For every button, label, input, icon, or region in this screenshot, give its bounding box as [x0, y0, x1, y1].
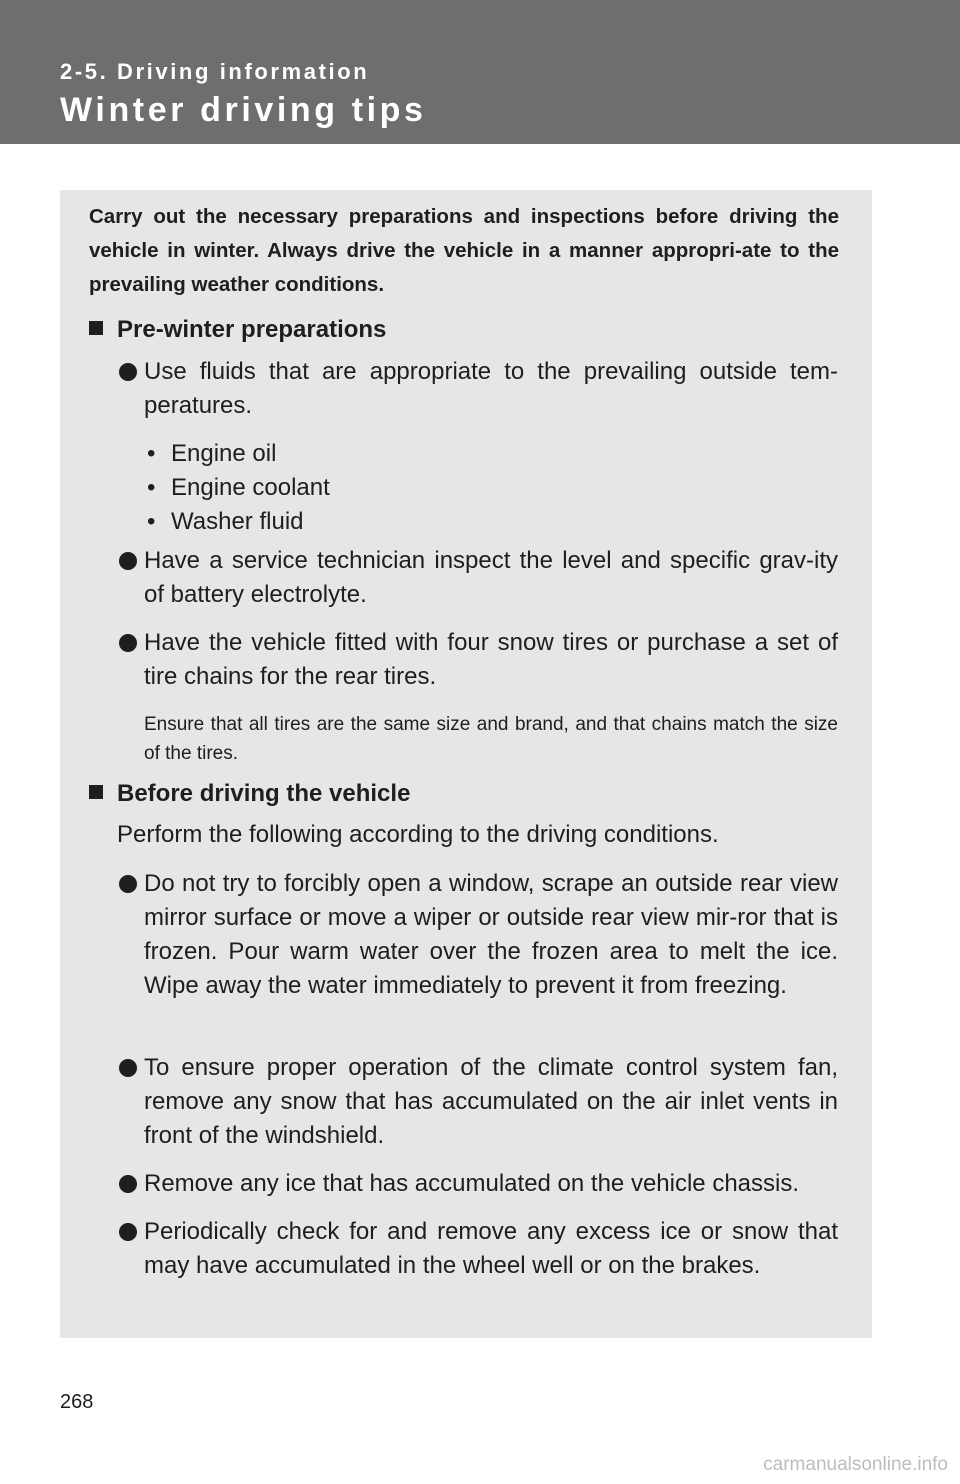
dot-marker-icon: •: [147, 440, 156, 467]
round-bullet-icon: [119, 1175, 137, 1193]
section-label: 2-5. Driving information: [60, 59, 370, 84]
fluid-item-text: Washer fluid: [171, 508, 304, 535]
pre-winter-bullet-battery: [144, 544, 838, 612]
fluid-item: [144, 505, 304, 539]
round-bullet-icon: [119, 875, 137, 893]
fluid-item: [144, 471, 330, 505]
round-bullet-icon: [119, 363, 137, 381]
fluid-item-text: Engine coolant: [171, 474, 330, 501]
before-driving-heading: [89, 780, 410, 808]
round-bullet-icon: [119, 1059, 137, 1077]
before-driving-bullet-vents: [144, 1051, 838, 1153]
before-driving-bullet-chassis: [144, 1167, 838, 1201]
round-bullet-icon: [119, 634, 137, 652]
bullet-text: Remove any ice that has accumulated on the vehicle chassis.: [144, 1170, 800, 1197]
round-bullet-icon: [119, 1223, 137, 1241]
before-driving-bullet-wheel-well: [144, 1215, 838, 1283]
watermark: carmanualsonline.info: [763, 1454, 948, 1475]
intro-paragraph: Carry out the necessary preparations and inspections before driving the vehicle in winter. Always drive the vehicle in a manner appropri-ate to the prevailing weather conditions.: [89, 205, 839, 296]
before-driving-heading-text: Before driving the vehicle: [117, 780, 411, 807]
bullet-text: Use fluids that are appropriate to the prevailing outside tem-peratures.: [144, 358, 838, 419]
dot-marker-icon: •: [147, 474, 156, 501]
bullet-text: Do not try to forcibly open a window, scrape an outside rear view mirror surface or move a wiper or outside rear view mir-ror that is frozen. Pour warm water over the frozen area to melt the ice. Wipe away the water immediately to prevent it from freezing.: [144, 870, 838, 999]
bullet-text: To ensure proper operation of the climate control system fan, remove any snow that has accumulated on the air inlet vents in front of the windshield.: [144, 1054, 838, 1149]
square-bullet-icon: [89, 321, 103, 335]
bullet-text: Periodically check for and remove any excess ice or snow that may have accumulated in the wheel well or on the brakes.: [144, 1218, 838, 1279]
fluid-item: [144, 437, 276, 471]
square-bullet-icon: [89, 785, 103, 799]
round-bullet-icon: [119, 552, 137, 570]
before-driving-lead: Perform the following according to the driving conditions.: [117, 821, 719, 848]
page-number: 268: [60, 1391, 94, 1413]
dot-marker-icon: •: [147, 508, 156, 535]
tire-note: Ensure that all tires are the same size and brand, and that chains match the size of the tires.: [144, 714, 838, 764]
fluid-item-text: Engine oil: [171, 440, 277, 467]
before-driving-bullet-frozen: [144, 867, 838, 1003]
page-title: Winter driving tips: [60, 91, 427, 129]
pre-winter-bullet-tires: [144, 626, 838, 694]
bullet-text: Have a service technician inspect the level and specific grav-ity of battery electrolyte.: [144, 547, 838, 608]
pre-winter-heading: [89, 316, 386, 344]
bullet-text: Have the vehicle fitted with four snow tires or purchase a set of tire chains for the rear tires.: [144, 629, 838, 690]
page-header: [0, 0, 960, 144]
pre-winter-heading-text: Pre-winter preparations: [117, 316, 387, 343]
pre-winter-bullet-fluids: [144, 355, 838, 423]
